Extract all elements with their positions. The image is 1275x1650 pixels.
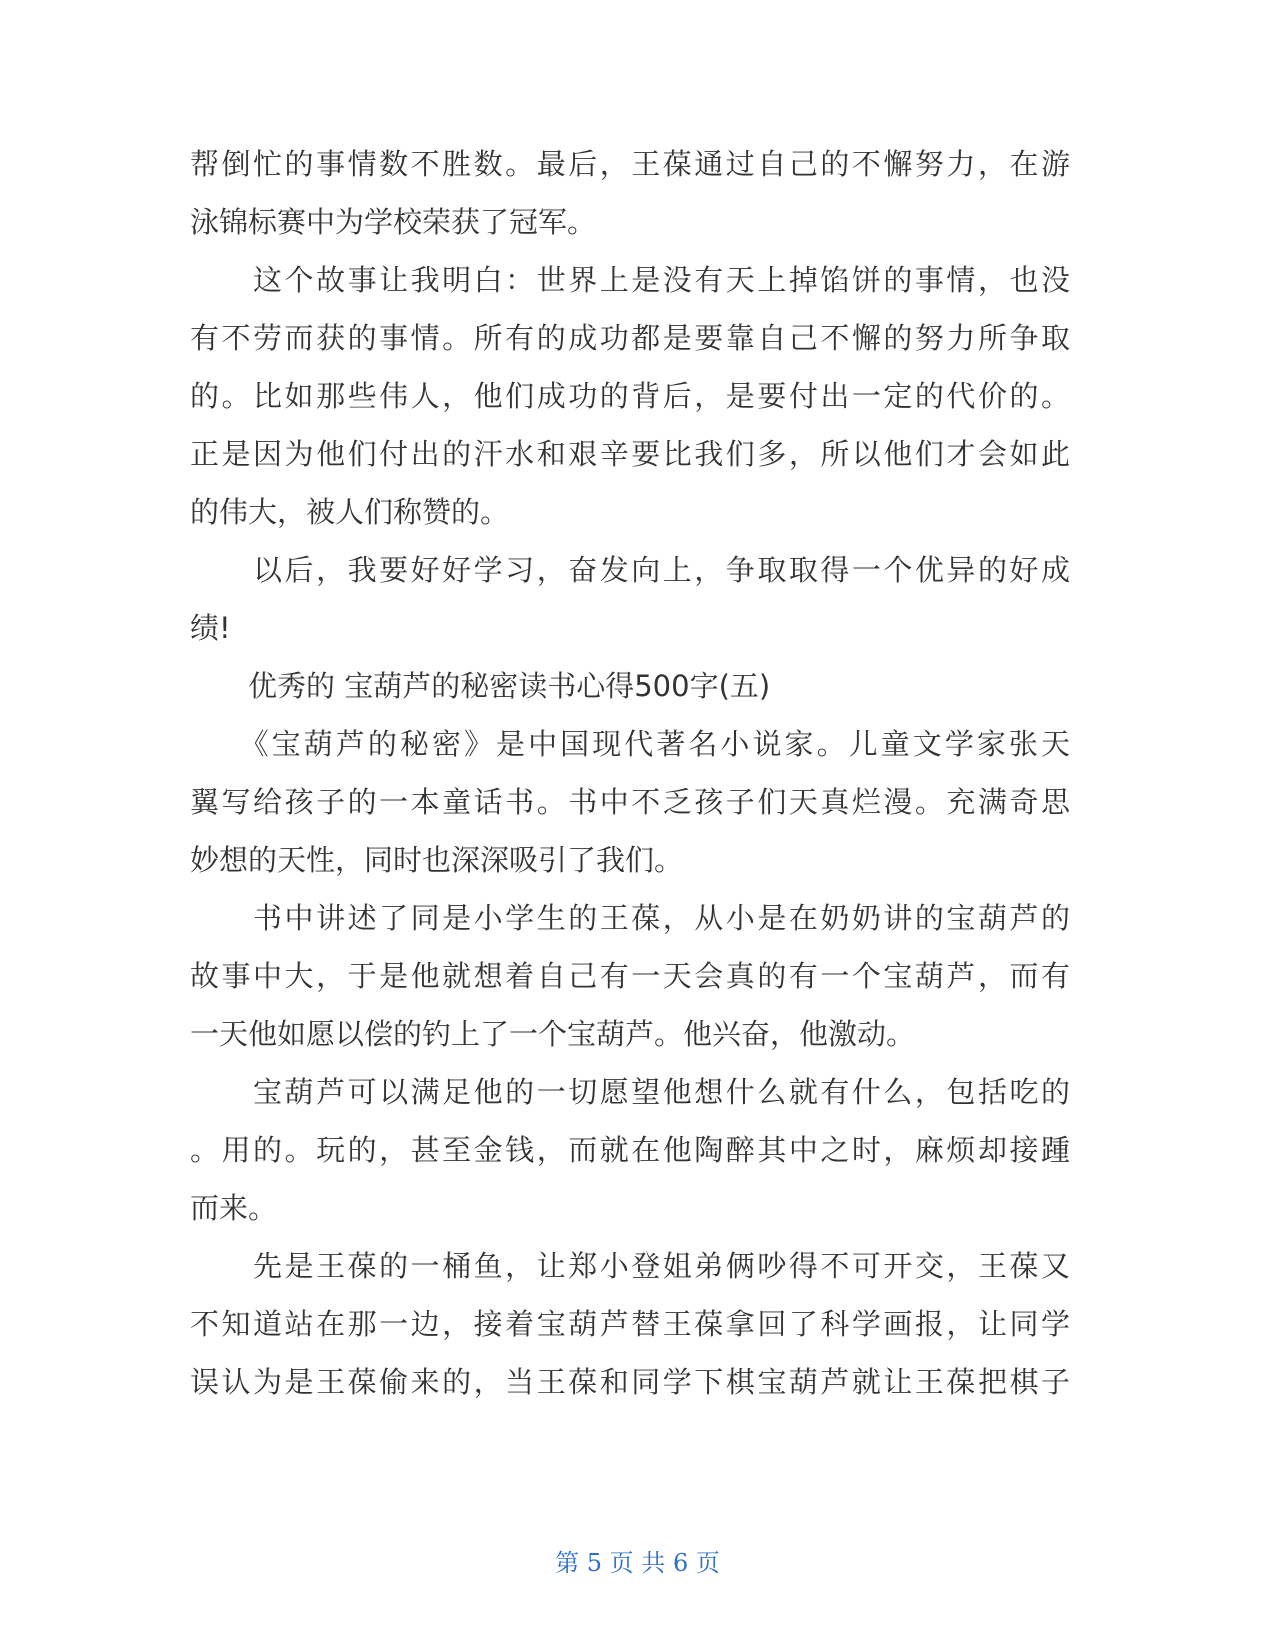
paragraph-line: 。用的。玩的，甚至金钱，而就在他陶醉其中之时，麻烦却接踵 [190, 1133, 1070, 1167]
paragraph-line: 的。比如那些伟人，他们成功的背后，是要付出一定的代价的。 [190, 379, 1070, 413]
paragraph-line: 一天他如愿以偿的钓上了一个宝葫芦。他兴奋，他激动。 [190, 1017, 916, 1051]
paragraph-line: 书中讲述了同是小学生的王葆，从小是在奶奶讲的宝葫芦的 [190, 901, 1070, 935]
paragraph-line: 这个故事让我明白：世界上是没有天上掉馅饼的事情，也没 [190, 263, 1070, 297]
paragraph-line: 有不劳而获的事情。所有的成功都是要靠自己不懈的努力所争取 [190, 321, 1070, 355]
paragraph-line: 误认为是王葆偷来的，当王葆和同学下棋宝葫芦就让王葆把棋子 [190, 1365, 1070, 1399]
paragraph-line: 宝葫芦可以满足他的一切愿望他想什么就有什么，包括吃的 [190, 1075, 1070, 1109]
paragraph-line: 以后，我要好好学习，奋发向上，争取取得一个优异的好成 [190, 553, 1070, 587]
paragraph-line: 而来。 [190, 1191, 278, 1225]
paragraph-line: 正是因为他们付出的汗水和艰辛要比我们多，所以他们才会如此 [190, 437, 1070, 471]
section-heading: 优秀的 宝葫芦的秘密读书心得500字(五) [190, 669, 771, 703]
paragraph-line: 帮倒忙的事情数不胜数。最后，王葆通过自己的不懈努力，在游 [190, 147, 1070, 181]
paragraph-line: 翼写给孩子的一本童话书。书中不乏孩子们天真烂漫。充满奇思 [190, 785, 1070, 819]
paragraph-line: 妙想的天性，同时也深深吸引了我们。 [190, 843, 684, 877]
paragraph-line: 先是王葆的一桶鱼，让郑小登姐弟俩吵得不可开交，王葆又 [190, 1249, 1070, 1283]
paragraph-line: 不知道站在那一边，接着宝葫芦替王葆拿回了科学画报，让同学 [190, 1307, 1070, 1341]
paragraph-line: 绩! [190, 611, 231, 645]
page-number-footer: 第 5 页 共 6 页 [555, 1549, 720, 1577]
paragraph-line: 《宝葫芦的秘密》是中国现代著名小说家。儿童文学家张天 [190, 727, 1070, 761]
paragraph-line: 的伟大，被人们称赞的。 [190, 495, 510, 529]
paragraph-line: 故事中大，于是他就想着自己有一天会真的有一个宝葫芦，而有 [190, 959, 1070, 993]
paragraph-line: 泳锦标赛中为学校荣获了冠军。 [190, 205, 597, 239]
